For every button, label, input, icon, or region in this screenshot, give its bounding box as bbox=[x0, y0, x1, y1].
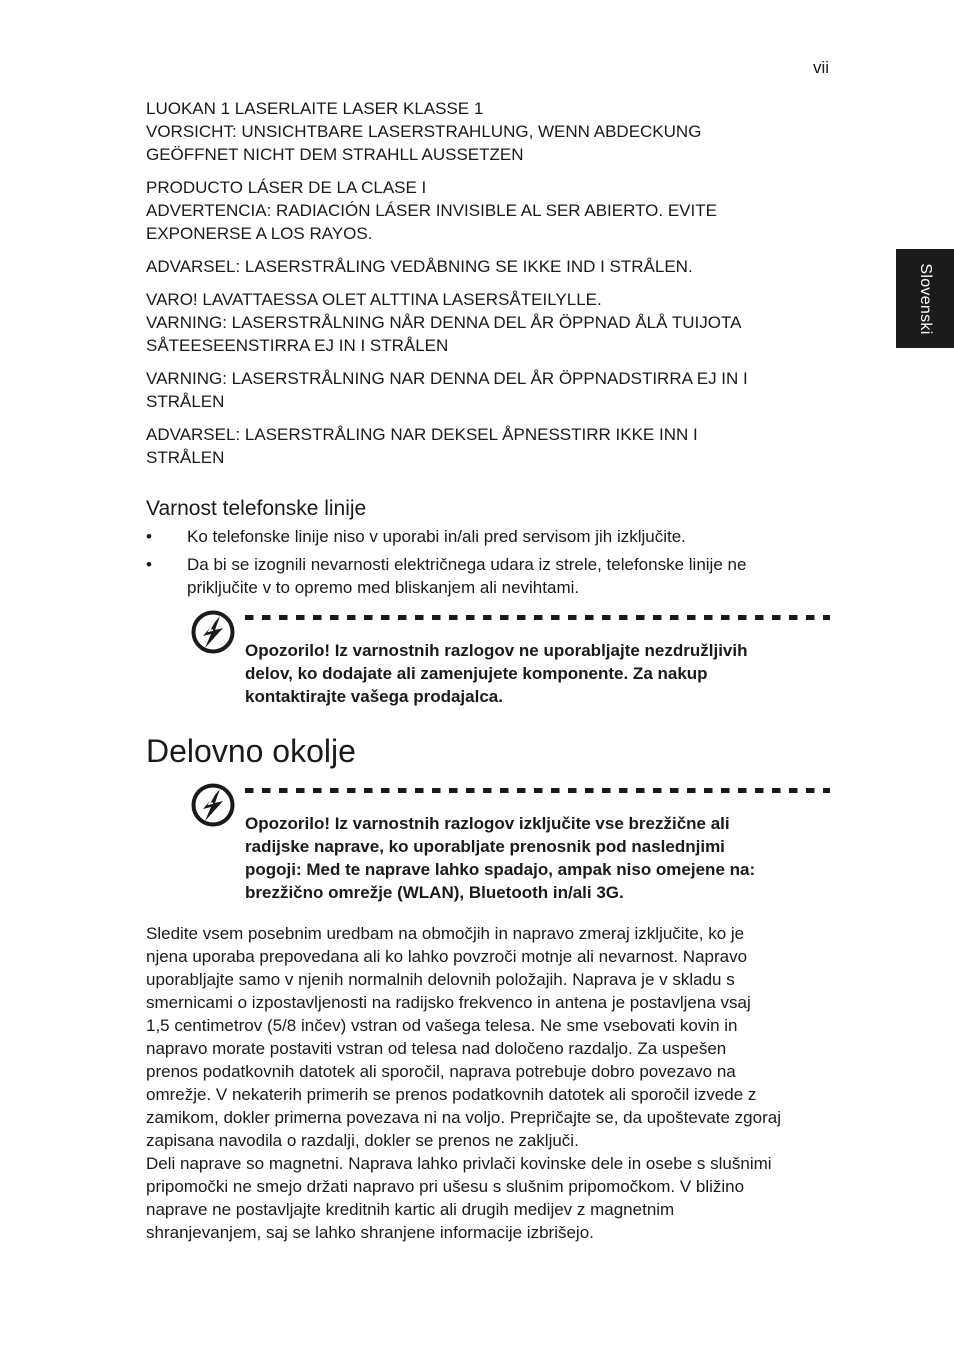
laser-notice-paragraph bbox=[146, 288, 830, 357]
body-text-line: naprave ne postavljajte kreditnih kartic ali drugih medijev z magnetnim bbox=[146, 1200, 675, 1219]
body-text-line: Sledite vsem posebnim uredbam na območjih in napravo zmeraj izključite, ko je bbox=[146, 924, 745, 943]
bullet-text-line: priključite v to opremo med bliskanjem ali nevihtami. bbox=[187, 578, 580, 597]
body-text-line: pripomočki ne smejo držati napravo pri ušesu s slušnim pripomočkom. V bližino bbox=[146, 1177, 745, 1196]
laser-notice-line: LUOKAN 1 LASERLAITE LASER KLASSE 1 bbox=[146, 99, 484, 118]
body-text-line: prenos podatkovnih datotek ali sporočil, naprava potrebuje dobro povezavo na bbox=[146, 1062, 736, 1081]
laser-notice-paragraph bbox=[146, 423, 830, 469]
warning-text-line: brezžično omrežje (WLAN), Bluetooth in/ali 3G. bbox=[245, 883, 624, 902]
warning-text-line: Opozorilo! Iz varnostnih razlogov izključite vse brezžične ali bbox=[245, 814, 730, 833]
laser-notice-line: ADVARSEL: LASERSTRÅLING VEDÅBNING SE IKKE IND I STRÅLEN. bbox=[146, 257, 693, 276]
laser-notice-line: VARO! LAVATTAESSA OLET ALTTINA LASERSÅTEILYLLE. bbox=[146, 290, 602, 309]
body-text-line: uporabljajte samo v njenih normalnih delovnih položajih. Naprava je v skladu s bbox=[146, 970, 735, 989]
warning-text-line: radijske naprave, ko uporabljate prenosnik pod naslednjimi bbox=[245, 837, 725, 856]
body-text-line: 1,5 centimetrov (5/8 inčev) vstran od vašega telesa. Ne sme vsebovati kovin in bbox=[146, 1016, 738, 1035]
phone-warning-text bbox=[245, 639, 830, 708]
laser-notice-line: STRÅLEN bbox=[146, 392, 225, 411]
environment-body-text bbox=[146, 922, 830, 1244]
bullet-text-line: Ko telefonske linije niso v uporabi in/ali pred servisom jih izključite. bbox=[187, 527, 686, 546]
body-text-line: shranjevanjem, saj se lahko shranjene informacije izbrišejo. bbox=[146, 1223, 594, 1242]
warning-text-line: delov, ko dodajate ali zamenjujete komponente. Za nakup bbox=[245, 664, 708, 683]
warning-bolt-icon bbox=[190, 782, 236, 828]
environment-warning-text bbox=[245, 812, 830, 904]
laser-notice-line: ADVARSEL: LASERSTRÅLING NAR DEKSEL ÅPNESSTIRR IKKE INN I bbox=[146, 425, 698, 444]
laser-notice-paragraph bbox=[146, 176, 830, 245]
body-text-line: omrežje. V nekaterih primerih se prenos podatkovnih datotek ali sporočil izvede z bbox=[146, 1085, 757, 1104]
warning-bolt-icon bbox=[190, 609, 236, 655]
page-content bbox=[146, 97, 830, 1244]
laser-notice-line: VORSICHT: UNSICHTBARE LASERSTRAHLUNG, WENN ABDECKUNG bbox=[146, 122, 702, 141]
page-number: vii bbox=[812, 58, 829, 77]
laser-notice-line: VARNING: LASERSTRÅLNING NAR DENNA DEL ÅR ÖPPNADSTIRRA EJ IN I bbox=[146, 369, 748, 388]
laser-notices bbox=[146, 97, 830, 469]
laser-notice-line: ADVERTENCIA: RADIACIÓN LÁSER INVISIBLE AL SER ABIERTO. EVITE bbox=[146, 201, 717, 220]
laser-notice-paragraph bbox=[146, 255, 830, 278]
warning-text-line: pogoji: Med te naprave lahko spadajo, ampak niso omejene na: bbox=[245, 860, 756, 879]
body-text-line: napravo morate postaviti vstran od telesa nad določeno razdaljo. Za uspešen bbox=[146, 1039, 727, 1058]
environment-warning bbox=[190, 788, 830, 904]
warning-text-line: kontaktirajte vašega prodajalca. bbox=[245, 687, 503, 706]
warning-divider bbox=[245, 788, 830, 794]
language-tab-label: Slovenski bbox=[917, 262, 934, 335]
phone-section-title: Varnost telefonske linije bbox=[146, 497, 367, 520]
laser-notice-line: GEÖFFNET NICHT DEM STRAHLL AUSSETZEN bbox=[146, 145, 524, 164]
phone-warning bbox=[190, 615, 830, 708]
bullet-marker: • bbox=[146, 527, 152, 546]
warning-divider bbox=[245, 615, 830, 621]
body-text-line: zapisana navodila o razdalji, dokler se prenos ne zaključi. bbox=[146, 1131, 579, 1150]
laser-notice-line: VARNING: LASERSTRÅLNING NÅR DENNA DEL ÅR ÖPPNAD ÅLÅ TUIJOTA bbox=[146, 313, 742, 332]
language-tab bbox=[896, 249, 954, 348]
environment-section-title: Delovno okolje bbox=[146, 733, 356, 769]
bullet-text-line: Da bi se izognili nevarnosti električnega udara iz strele, telefonske linije ne bbox=[187, 555, 747, 574]
laser-notice-line: STRÅLEN bbox=[146, 448, 225, 467]
body-text-line: njena uporaba prepovedana ali ko lahko povzroči motnje ali nevarnost. Napravo bbox=[146, 947, 748, 966]
bullet-marker: • bbox=[146, 555, 152, 574]
laser-notice-paragraph bbox=[146, 367, 830, 413]
laser-notice-line: EXPONERSE A LOS RAYOS. bbox=[146, 224, 373, 243]
body-text-line: zamikom, dokler primerna povezava ni na voljo. Prepričajte se, da upoštevate zgoraj bbox=[146, 1108, 781, 1127]
body-text-line: smernicami o izpostavljenosti na radijsko frekvenco in antena je postavljena vsaj bbox=[146, 993, 751, 1012]
laser-notice-paragraph bbox=[146, 97, 830, 166]
list-item bbox=[146, 525, 830, 548]
body-text-line: Deli naprave so magnetni. Naprava lahko privlači kovinske dele in osebe s slušnimi bbox=[146, 1154, 772, 1173]
list-item bbox=[146, 553, 830, 599]
laser-notice-line: SÅTEESEENSTIRRA EJ IN I STRÅLEN bbox=[146, 336, 449, 355]
laser-notice-line: PRODUCTO LÁSER DE LA CLASE I bbox=[146, 178, 427, 197]
phone-bullet-list bbox=[146, 525, 830, 599]
warning-text-line: Opozorilo! Iz varnostnih razlogov ne uporabljajte nezdružljivih bbox=[245, 641, 748, 660]
